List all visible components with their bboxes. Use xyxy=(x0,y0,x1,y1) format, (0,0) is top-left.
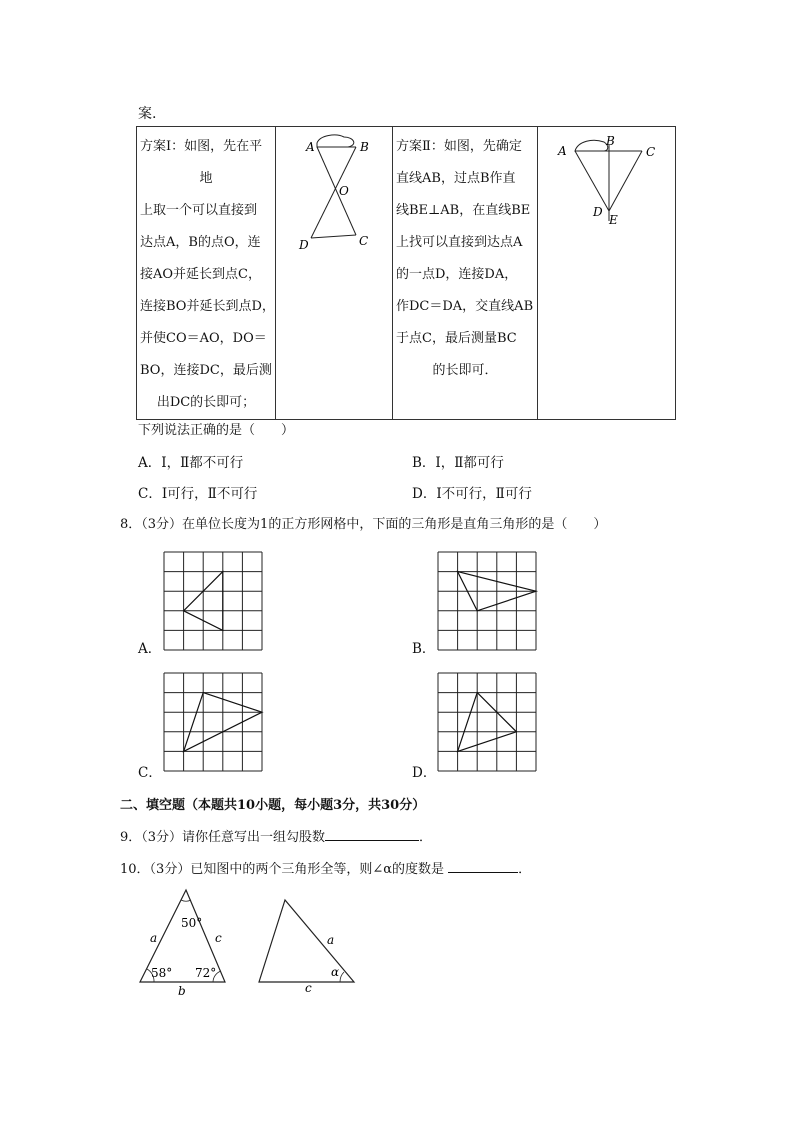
label-a: A xyxy=(558,144,567,158)
angle-right-label: 72° xyxy=(195,966,217,980)
option-text: Ⅰ可行，Ⅱ不可行 xyxy=(161,486,258,502)
option-text: Ⅰ，Ⅱ都可行 xyxy=(435,455,504,471)
q8-grid-d xyxy=(437,672,539,774)
label-a: A xyxy=(306,140,315,154)
angle-top-label: 50° xyxy=(181,916,203,930)
scheme1-text-cell xyxy=(137,127,276,420)
label-b: B xyxy=(360,140,369,154)
q8-option-b-letter: B． xyxy=(412,641,436,657)
label-c: C xyxy=(646,145,656,159)
angle-alpha-arc xyxy=(340,972,344,982)
scheme2-line: 直线AB，过点B作直 xyxy=(396,171,516,186)
side-c-label: c xyxy=(215,931,222,945)
side-a-label: a xyxy=(327,933,335,947)
section-title: 二、填空题（本题共10小题，每小题3分，共30分） xyxy=(120,798,426,813)
segment-bd xyxy=(311,147,356,238)
segment-ac xyxy=(317,147,356,235)
q10-stem: 10．（3分）已知图中的两个三角形全等，则∠α的度数是 xyxy=(120,862,444,877)
grid-triangle xyxy=(458,693,517,752)
scheme1-figure-cell xyxy=(276,127,393,420)
scheme2-figure-cell xyxy=(538,127,676,420)
q9-end: ． xyxy=(419,830,433,845)
q10-figures xyxy=(130,885,370,1000)
scheme2-line: 于点C，最后测量BC xyxy=(396,331,517,346)
scheme2-line: 的长即可． xyxy=(432,363,498,378)
scheme1-line: 达点A，B的点O，连 xyxy=(140,235,261,250)
scheme2-text-cell xyxy=(393,127,538,420)
scheme1-line: BO，连接DC，最后测 xyxy=(140,363,272,378)
label-c: C xyxy=(359,234,369,248)
option-letter: B． xyxy=(412,455,436,471)
scheme2-line: 线BE⊥AB，在直线BE xyxy=(396,203,531,218)
header-fragment: 案. xyxy=(138,106,157,122)
option-letter: C． xyxy=(138,486,162,502)
label-d: D xyxy=(593,205,603,219)
q9-stem: 9．（3分）请你任意写出一组勾股数 xyxy=(120,830,326,845)
label-e: E xyxy=(609,213,618,227)
scheme1-line: 地 xyxy=(199,171,213,186)
scheme1-line: 方案Ⅰ：如图，先在平 xyxy=(140,139,263,154)
side-a-label: a xyxy=(150,931,158,945)
q8-option-c-letter: C． xyxy=(138,765,162,781)
scheme1-line: 连接BO并延长到点D， xyxy=(140,299,275,314)
side-b-label: b xyxy=(178,984,186,998)
q8-stem: 8．（3分）在单位长度为1的正方形网格中，下面的三角形是直角三角形的是（ ） xyxy=(120,517,607,532)
angle-alpha-label: α xyxy=(331,965,340,979)
scheme1-line: 接AO并延长到点C， xyxy=(140,267,261,282)
scheme1-line: 出DC的长即可； xyxy=(156,395,256,410)
q7-stem: 下列说法正确的是（ ） xyxy=(138,423,295,438)
q8-option-d-letter: D． xyxy=(412,765,437,781)
scheme2-line: 方案Ⅱ：如图，先确定 xyxy=(396,139,522,154)
scheme2-line: 的一点D，连接DA， xyxy=(396,267,518,282)
q8-option-a-letter: A． xyxy=(138,641,162,657)
q8-grid-c xyxy=(163,672,265,774)
scheme2-line: 作DC＝DA，交直线AB xyxy=(396,299,534,314)
scheme-table xyxy=(136,126,676,420)
segment-ad xyxy=(575,151,609,211)
scheme1-line: 上取一个可以直接到 xyxy=(140,203,258,218)
q9-line xyxy=(120,826,432,845)
q7-option-b xyxy=(412,451,504,471)
segment-dc xyxy=(311,235,356,238)
label-o: O xyxy=(339,184,349,198)
scheme2-line: 上找可以直接到达点A xyxy=(396,235,523,250)
pond-shape xyxy=(317,135,354,147)
q8-grid-a xyxy=(163,551,265,653)
option-letter: D． xyxy=(412,486,437,502)
pond-shape xyxy=(575,140,608,151)
scheme2-figure xyxy=(538,127,676,237)
q7-option-c xyxy=(138,482,257,502)
scheme1-line: 并使CO＝AO，DO＝ xyxy=(140,331,267,346)
option-letter: A． xyxy=(138,455,162,471)
q10-end: ． xyxy=(518,862,532,877)
q8-grid-b xyxy=(437,551,539,653)
label-b: B xyxy=(606,134,615,148)
side-c-label: c xyxy=(305,981,312,995)
q10-line xyxy=(120,858,531,877)
triangle-2 xyxy=(259,900,354,982)
angle-left-label: 58° xyxy=(151,966,173,980)
scheme1-figure xyxy=(276,127,393,257)
q9-answer-blank[interactable] xyxy=(325,826,419,841)
q10-answer-blank[interactable] xyxy=(448,858,518,873)
q7-option-a xyxy=(138,451,243,471)
q7-option-d xyxy=(412,482,532,502)
segment-dc xyxy=(609,151,642,211)
angle-arc xyxy=(181,900,191,901)
label-d: D xyxy=(299,238,309,252)
option-text: Ⅰ不可行，Ⅱ可行 xyxy=(436,486,532,502)
option-text: Ⅰ，Ⅱ都不可行 xyxy=(161,455,244,471)
